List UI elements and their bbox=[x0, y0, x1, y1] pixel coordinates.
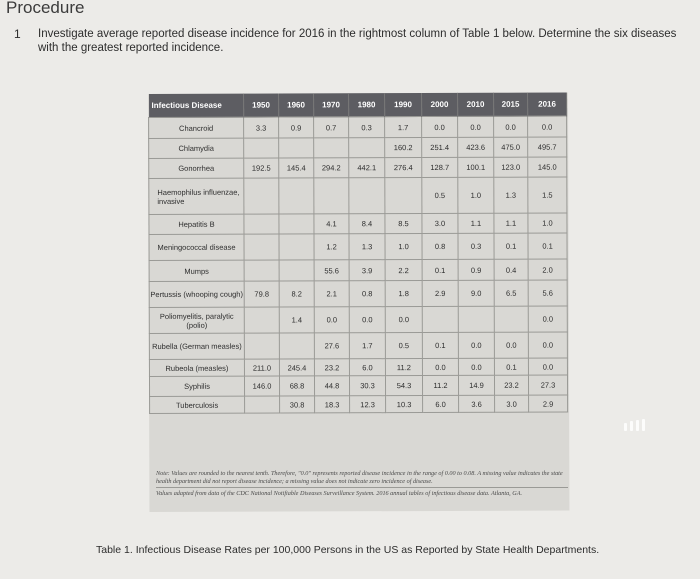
value-cell: 192.5 bbox=[244, 158, 279, 178]
table-row bbox=[149, 358, 567, 376]
value-cell bbox=[244, 138, 279, 158]
table-row bbox=[149, 177, 567, 214]
value-cell: 1.5 bbox=[528, 177, 567, 213]
value-cell: 2.2 bbox=[385, 260, 422, 281]
table-row bbox=[149, 306, 567, 333]
value-cell: 0.0 bbox=[528, 116, 567, 137]
column-header-disease: Infectious Disease bbox=[149, 94, 244, 118]
value-cell: 0.4 bbox=[494, 259, 528, 280]
value-cell: 0.0 bbox=[528, 358, 567, 375]
value-cell: 23.2 bbox=[494, 375, 528, 395]
value-cell: 8.4 bbox=[349, 214, 385, 234]
disease-name-cell: Pertussis (whooping cough) bbox=[149, 281, 244, 307]
value-cell: 123.0 bbox=[494, 157, 528, 177]
disease-table-image bbox=[148, 93, 569, 512]
table-note: Note: Values are rounded to the nearest tenth. Therefore, "0.0" represents reported disease incidence in the range of 0.00 to 0.08. A missing value indicates the state health department did not report disease incidence; a missing value does not indicate zero incidence of disease. bbox=[156, 470, 563, 485]
value-cell: 1.8 bbox=[385, 281, 422, 307]
value-cell: 145.0 bbox=[528, 157, 567, 177]
value-cell: 0.9 bbox=[458, 259, 494, 280]
light-glare-mark bbox=[622, 418, 648, 432]
table-source: Values adapted from data of the CDC National Notifiable Diseases Surveillance System. 2016 annual tables of infectious disease data. Atlanta, GA. bbox=[156, 490, 523, 497]
value-cell bbox=[385, 178, 422, 214]
value-cell bbox=[279, 214, 314, 234]
value-cell: 1.1 bbox=[494, 213, 528, 233]
column-header-year: 1980 bbox=[348, 93, 384, 117]
value-cell: 3.0 bbox=[422, 213, 458, 233]
value-cell bbox=[422, 306, 458, 332]
value-cell: 9.0 bbox=[458, 280, 494, 306]
value-cell: 245.4 bbox=[279, 359, 314, 376]
value-cell bbox=[349, 138, 385, 158]
disease-name-cell: Meningococcal disease bbox=[149, 234, 244, 260]
value-cell bbox=[279, 260, 314, 281]
value-cell: 160.2 bbox=[385, 138, 422, 158]
value-cell: 0.1 bbox=[422, 259, 458, 280]
column-header-year: 2010 bbox=[457, 93, 493, 117]
value-cell: 146.0 bbox=[244, 376, 279, 396]
value-cell: 0.0 bbox=[385, 307, 422, 333]
value-cell: 0.0 bbox=[458, 116, 494, 137]
table-row bbox=[149, 116, 567, 138]
value-cell: 2.1 bbox=[314, 281, 349, 307]
value-cell: 100.1 bbox=[458, 157, 494, 177]
value-cell: 12.3 bbox=[350, 396, 386, 413]
value-cell: 0.9 bbox=[279, 117, 314, 138]
table-row bbox=[149, 280, 567, 307]
value-cell: 27.6 bbox=[314, 333, 349, 359]
value-cell: 10.3 bbox=[386, 396, 423, 413]
value-cell: 11.2 bbox=[385, 359, 422, 376]
value-cell: 495.7 bbox=[528, 137, 567, 157]
disease-name-cell: Poliomyelitis, paralytic (polio) bbox=[149, 307, 244, 333]
value-cell: 0.0 bbox=[349, 307, 385, 333]
value-cell: 0.5 bbox=[385, 333, 422, 359]
value-cell: 79.8 bbox=[244, 281, 279, 307]
table-caption: Table 1. Infectious Disease Rates per 100,000 Persons in the US as Reported by State Health Departments. bbox=[96, 544, 600, 556]
value-cell: 0.0 bbox=[528, 306, 567, 332]
value-cell: 3.0 bbox=[495, 395, 529, 412]
value-cell: 2.9 bbox=[422, 280, 458, 306]
value-cell: 6.0 bbox=[349, 359, 385, 376]
table-row bbox=[150, 395, 568, 413]
question-text: Investigate average reported disease incidence for 2016 in the rightmost column of Table 1 below. Determine the six diseases with the greatest reported incidence. bbox=[38, 28, 677, 54]
value-cell: 0.0 bbox=[314, 307, 349, 333]
value-cell: 0.1 bbox=[494, 358, 528, 375]
value-cell bbox=[349, 178, 385, 214]
value-cell: 423.6 bbox=[458, 137, 494, 157]
value-cell: 1.1 bbox=[458, 213, 494, 233]
value-cell bbox=[279, 333, 314, 359]
value-cell: 145.4 bbox=[279, 158, 314, 178]
value-cell: 3.3 bbox=[244, 117, 279, 138]
value-cell bbox=[279, 234, 314, 260]
column-header-year: 2000 bbox=[421, 93, 457, 117]
value-cell: 30.3 bbox=[349, 376, 385, 396]
value-cell: 8.2 bbox=[279, 281, 314, 307]
disease-name-cell: Mumps bbox=[149, 260, 244, 281]
column-header-year: 1950 bbox=[243, 94, 278, 118]
value-cell: 3.9 bbox=[349, 260, 385, 281]
value-cell: 0.1 bbox=[494, 233, 528, 259]
value-cell: 18.3 bbox=[315, 396, 350, 413]
value-cell: 211.0 bbox=[244, 359, 279, 376]
value-cell: 0.0 bbox=[494, 116, 528, 137]
value-cell: 0.0 bbox=[458, 358, 494, 375]
value-cell: 1.0 bbox=[458, 177, 494, 213]
value-cell: 14.9 bbox=[458, 375, 494, 395]
disease-name-cell: Hepatitis B bbox=[149, 214, 244, 234]
question-number: 1 bbox=[14, 27, 21, 41]
value-cell: 2.0 bbox=[528, 259, 567, 280]
table-row bbox=[149, 259, 567, 281]
value-cell: 2.9 bbox=[529, 395, 568, 412]
value-cell: 4.1 bbox=[314, 214, 349, 234]
value-cell bbox=[244, 178, 279, 214]
column-header-year: 2016 bbox=[527, 93, 566, 117]
value-cell: 1.3 bbox=[349, 234, 385, 260]
disease-name-cell: Chlamydia bbox=[149, 138, 244, 158]
disease-name-cell: Syphilis bbox=[149, 376, 244, 396]
value-cell bbox=[244, 214, 279, 234]
column-header-year: 2015 bbox=[493, 93, 527, 117]
table-row bbox=[149, 233, 567, 260]
value-cell bbox=[279, 138, 314, 158]
value-cell bbox=[244, 307, 279, 333]
value-cell bbox=[314, 178, 349, 214]
table-row bbox=[149, 137, 567, 158]
value-cell: 0.0 bbox=[528, 332, 567, 358]
value-cell bbox=[244, 234, 279, 260]
value-cell: 0.5 bbox=[422, 177, 458, 213]
value-cell: 1.0 bbox=[528, 213, 567, 233]
disease-name-cell: Rubella (German measles) bbox=[149, 333, 244, 359]
value-cell bbox=[494, 306, 528, 332]
value-cell: 54.3 bbox=[385, 376, 422, 396]
disease-name-cell: Haemophilus influenzae, invasive bbox=[149, 178, 244, 214]
value-cell: 1.2 bbox=[314, 234, 349, 260]
value-cell: 30.8 bbox=[280, 396, 315, 413]
value-cell: 0.3 bbox=[458, 233, 494, 259]
disease-name-cell: Tuberculosis bbox=[150, 396, 245, 413]
value-cell: 0.0 bbox=[422, 358, 458, 375]
value-cell: 442.1 bbox=[349, 158, 385, 178]
table-row bbox=[149, 157, 567, 178]
value-cell: 0.8 bbox=[349, 281, 385, 307]
value-cell bbox=[244, 260, 279, 281]
table-header-row bbox=[149, 93, 567, 118]
value-cell: 251.4 bbox=[422, 137, 458, 157]
value-cell: 1.7 bbox=[385, 117, 422, 138]
procedure-heading: Procedure bbox=[6, 0, 85, 17]
value-cell: 0.8 bbox=[422, 233, 458, 259]
column-header-year: 1990 bbox=[384, 93, 421, 117]
value-cell: 1.4 bbox=[279, 307, 314, 333]
value-cell: 0.7 bbox=[314, 117, 349, 138]
value-cell: 1.0 bbox=[385, 234, 422, 260]
value-cell bbox=[244, 333, 279, 359]
value-cell: 0.0 bbox=[422, 116, 458, 137]
value-cell: 5.6 bbox=[528, 280, 567, 306]
value-cell: 3.6 bbox=[459, 395, 495, 412]
value-cell: 0.0 bbox=[458, 332, 494, 358]
value-cell: 55.6 bbox=[314, 260, 349, 281]
value-cell: 128.7 bbox=[422, 157, 458, 177]
value-cell: 0.1 bbox=[528, 233, 567, 259]
value-cell: 23.2 bbox=[314, 359, 349, 376]
value-cell: 294.2 bbox=[314, 158, 349, 178]
value-cell bbox=[245, 396, 280, 413]
value-cell: 0.3 bbox=[349, 117, 385, 138]
disease-name-cell: Chancroid bbox=[149, 117, 244, 138]
value-cell: 44.8 bbox=[314, 376, 349, 396]
value-cell: 475.0 bbox=[494, 137, 528, 157]
disease-name-cell: Rubeola (measles) bbox=[149, 359, 244, 376]
value-cell bbox=[458, 306, 494, 332]
value-cell: 68.8 bbox=[279, 376, 314, 396]
value-cell: 6.5 bbox=[494, 280, 528, 306]
disease-name-cell: Gonorrhea bbox=[149, 158, 244, 178]
column-header-year: 1970 bbox=[313, 93, 348, 117]
value-cell: 8.5 bbox=[385, 214, 422, 234]
value-cell: 6.0 bbox=[423, 395, 459, 412]
value-cell bbox=[314, 138, 349, 158]
table-notes bbox=[156, 470, 568, 498]
column-header-year: 1960 bbox=[278, 93, 313, 117]
table-row bbox=[149, 375, 567, 396]
value-cell bbox=[279, 178, 314, 214]
disease-table bbox=[148, 93, 568, 414]
value-cell: 11.2 bbox=[422, 375, 458, 395]
value-cell: 0.1 bbox=[422, 332, 458, 358]
value-cell: 0.0 bbox=[494, 332, 528, 358]
table-row bbox=[149, 332, 567, 359]
value-cell: 276.4 bbox=[385, 158, 422, 178]
value-cell: 1.7 bbox=[349, 333, 385, 359]
value-cell: 27.3 bbox=[528, 375, 567, 395]
table-row bbox=[149, 213, 567, 234]
value-cell: 1.3 bbox=[494, 177, 528, 213]
